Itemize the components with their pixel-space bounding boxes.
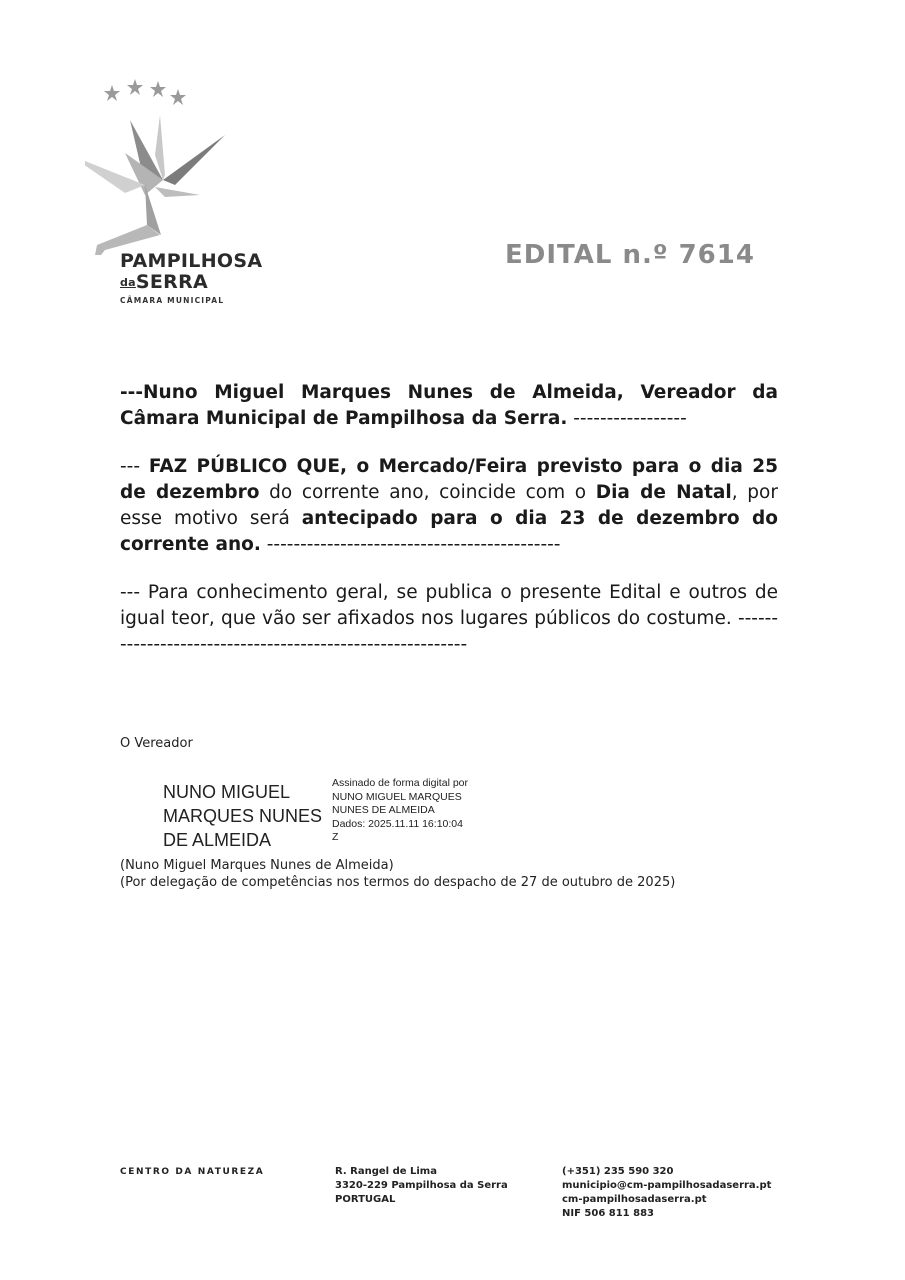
paragraph-publication	[120, 580, 778, 658]
signature-name-line: NUNO MIGUEL	[163, 782, 291, 802]
signatory-name: (Nuno Miguel Marques Nunes de Almeida)	[120, 858, 394, 873]
logo-emblem-icon	[85, 75, 285, 255]
p1-tail: -----------------	[567, 408, 687, 429]
edital-title: EDITAL n.º 7614	[505, 240, 755, 270]
logo-name-line1: PAMPILHOSA	[120, 250, 263, 272]
logo-subtitle: CÂMARA MUNICIPAL	[120, 296, 225, 305]
p2-bold2: Dia de Natal	[595, 482, 732, 503]
signatory-delegation: (Por delegação de competências nos termos do despacho de 27 de outubro de 2025)	[120, 875, 676, 890]
star-icon	[170, 89, 186, 105]
logo-name-de: da	[120, 276, 136, 289]
p2-normal1: do corrente ano, coincide com o	[259, 482, 596, 503]
star-icon	[127, 79, 143, 95]
p1-bold: ---Nuno Miguel Marques Nunes de Almeida, Vereador da Câmara Municipal de Pampilhosa da Serra.	[120, 382, 778, 429]
signature-info-line: NUNES DE ALMEIDA	[332, 804, 435, 816]
paragraph-announcement	[120, 454, 778, 558]
edital-body	[120, 380, 778, 680]
signature-name-line: MARQUES NUNES	[163, 806, 323, 826]
address-line: 3320-229 Pampilhosa da Serra	[335, 1180, 508, 1191]
signatory-block	[120, 857, 675, 891]
contact-website: cm-pampilhosadaserra.pt	[562, 1194, 707, 1205]
signature-info-line: NUNO MIGUEL MARQUES	[332, 790, 462, 803]
contact-phone: (+351) 235 590 320	[562, 1166, 674, 1177]
signature-name-line: DE ALMEIDA	[163, 830, 272, 850]
p2-bold3: antecipado para o dia 23 de dezembro do corrente ano.	[120, 508, 778, 555]
footer-address	[335, 1165, 508, 1207]
footer-slogan: CENTRO DA NATUREZA	[120, 1167, 265, 1177]
p2-tail: --------------------------------------------	[260, 534, 561, 555]
address-line: R. Rangel de Lima	[335, 1166, 437, 1177]
digital-signature-info	[332, 777, 507, 845]
p3-tail: ----------------------------------------------------------	[120, 608, 778, 655]
p2-prefix: ---	[120, 456, 149, 477]
address-line: PORTUGAL	[335, 1194, 396, 1205]
logo-name-line2: SERRA	[135, 271, 209, 293]
footer-contacts	[562, 1165, 771, 1221]
municipal-logo	[85, 75, 285, 315]
p2-bold1: FAZ PÚBLICO QUE, o Mercado/Feira previsto para o dia 25 de dezembro	[120, 456, 778, 503]
signature-info-line: Dados: 2025.11.11 16:10:04	[332, 817, 463, 830]
digital-signature-name	[163, 780, 322, 852]
signature-info-line: Assinado de forma digital por	[332, 777, 468, 789]
contact-nif: NIF 506 811 883	[562, 1208, 654, 1219]
star-icon	[150, 81, 166, 97]
p2-normal2: , por esse motivo será	[120, 482, 778, 529]
p3-text: --- Para conhecimento geral, se publica o presente Edital e outros de igual teor, que vão ser afixados nos lugares públicos do costume.	[120, 582, 778, 629]
vereador-label: O Vereador	[120, 736, 193, 751]
star-icon	[104, 85, 120, 101]
paragraph-announcer	[120, 380, 778, 432]
contact-email: municipio@cm-pampilhosadaserra.pt	[562, 1180, 772, 1191]
signature-info-line: Z	[332, 831, 339, 843]
logo-wordmark	[120, 251, 262, 293]
